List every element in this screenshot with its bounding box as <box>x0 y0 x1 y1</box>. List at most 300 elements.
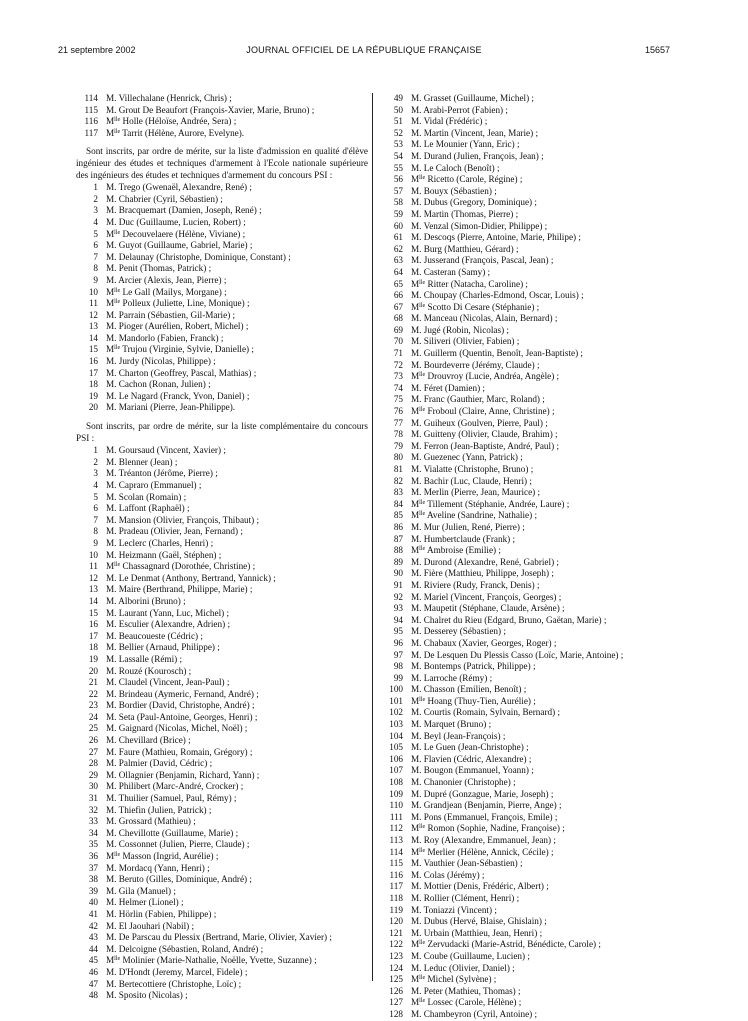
entry-rank: 119 <box>389 904 403 915</box>
entry-name: M. Urbain (Matthieu, Jean, Henri) ; <box>411 927 543 938</box>
entry-rank: 64 <box>393 266 403 277</box>
entry-rank: 8 <box>93 526 98 537</box>
entry-name: $M^{lle}$ Chassagnard (Dorothée, Christine) ; <box>106 561 256 572</box>
entry-rank: 122 <box>389 939 403 950</box>
list-entry <box>76 356 368 368</box>
entry-rank: 32 <box>88 804 98 815</box>
entry-name: M. Alborini (Bruno) ; <box>106 595 186 606</box>
list-entry <box>379 348 669 360</box>
entry-rank: 107 <box>389 765 403 776</box>
entry-name: M. Palmier (David, Cédric) ; <box>106 758 213 769</box>
entry-name: M. Delcoigne (Sébastien, Roland, André) ; <box>106 943 264 954</box>
entry-name: M. Bertecottiere (Christophe, Loïc) ; <box>106 978 242 989</box>
list-entry <box>76 402 368 414</box>
entry-rank: 57 <box>393 185 403 196</box>
entry-name: M. Dupré (Gonzague, Marie, Joseph) ; <box>411 788 554 799</box>
list-entry <box>76 344 368 356</box>
list-entry <box>379 279 669 291</box>
entry-name: $M^{lle}$ Zervudacki (Marie-Astrid, Bénédicte, Carole) ; <box>411 939 601 950</box>
list-entry <box>76 596 368 608</box>
list-entry <box>379 163 669 175</box>
entry-rank: 2 <box>93 193 98 204</box>
entry-rank: 16 <box>88 356 98 367</box>
entry-rank: 97 <box>393 649 403 660</box>
entry-rank: 60 <box>393 220 403 231</box>
list-entry <box>76 492 368 504</box>
entry-rank: 5 <box>93 491 98 502</box>
entry-rank: 36 <box>88 851 98 861</box>
entry-rank: 112 <box>389 823 403 834</box>
entry-rank: 96 <box>393 637 403 648</box>
entry-rank: 51 <box>393 116 403 127</box>
list-entry <box>379 302 669 314</box>
entry-name: M. Chambeyron (Cyril, Antoine) ; <box>411 1008 538 1019</box>
entry-name: M. Durond (Alexandre, René, Gabriel) ; <box>411 556 559 567</box>
entry-name: M. Helmer (Lionel) ; <box>106 897 184 908</box>
entry-name: M. Dubus (Hervé, Blaise, Ghislain) ; <box>411 916 547 927</box>
entry-rank: 93 <box>393 603 403 614</box>
list-entry <box>76 921 368 933</box>
entry-rank: 88 <box>393 545 403 556</box>
list-entry <box>379 916 669 928</box>
entry-rank: 56 <box>393 174 403 185</box>
entry-name: M. Heizmann (Gaël, Stéphen) ; <box>106 549 222 560</box>
entry-name: $M^{lle}$ Aveline (Sandrine, Nathalie) ; <box>411 510 537 521</box>
admission-list <box>76 182 368 414</box>
complementary-list-intro: Sont inscrits, par ordre de mérite, sur la liste complémentaire du concours PSI : <box>76 421 368 443</box>
entry-rank: 40 <box>88 897 98 908</box>
entry-name: $M^{lle}$ Froboul (Claire, Anne, Christine) ; <box>411 406 555 417</box>
entry-name: M. Gaignard (Nicolas, Michel, Noël) ; <box>106 723 248 734</box>
entry-rank: 15 <box>88 344 98 355</box>
entry-name: M. Grasset (Guillaume, Michel) ; <box>411 93 534 103</box>
entry-name: M. Grandjean (Benjamin, Pierre, Ange) ; <box>411 800 562 811</box>
entry-rank: 99 <box>393 672 403 683</box>
entry-rank: 59 <box>393 208 403 219</box>
entry-name: M. Jurdy (Nicolas, Philippe) ; <box>106 356 216 367</box>
entry-name: M. Beyl (Jean-François) ; <box>411 730 506 741</box>
list-entry <box>76 379 368 391</box>
entry-rank: 92 <box>393 591 403 602</box>
entry-name: $M^{lle}$ Decouvelaere (Hélène, Viviane) ; <box>106 228 246 239</box>
entry-rank: 65 <box>393 278 403 289</box>
list-entry <box>76 287 368 299</box>
entry-name: M. Laurant (Yann, Luc, Michel) ; <box>106 607 230 618</box>
entry-rank: 48 <box>88 990 98 1001</box>
entry-name: M. Maire (Berthrand, Philippe, Marie) ; <box>106 584 253 595</box>
entry-rank: 30 <box>88 781 98 792</box>
list-entry <box>76 503 368 515</box>
entry-rank: 43 <box>88 932 98 943</box>
entry-rank: 126 <box>389 985 403 996</box>
entry-rank: 69 <box>393 324 403 335</box>
list-entry <box>379 684 669 696</box>
entry-name: M. Coube (Guillaume, Lucien) ; <box>411 950 530 961</box>
list-entry <box>379 209 669 221</box>
entry-rank: 95 <box>393 626 403 637</box>
list-entry <box>379 336 669 348</box>
entry-rank: 13 <box>88 584 98 595</box>
entry-name: M. Mariel (Vincent, François, Georges) ; <box>411 591 562 602</box>
entry-name: M. Descoqs (Pierre, Antoine, Marie, Philipe) ; <box>411 232 581 243</box>
list-entry <box>379 383 669 395</box>
entry-rank: 58 <box>393 197 403 208</box>
list-entry <box>76 298 368 310</box>
list-entry <box>76 480 368 492</box>
list-entry <box>379 371 669 383</box>
entry-name: M. Martin (Thomas, Pierre) ; <box>411 208 519 219</box>
entry-name: M. Courtis (Romain, Sylvain, Bernard) ; <box>411 707 561 718</box>
entry-rank: 100 <box>389 684 403 695</box>
entry-rank: 72 <box>393 359 403 370</box>
list-entry <box>379 661 669 673</box>
entry-name: M. Ollagnier (Benjamin, Richard, Yann) ; <box>106 769 260 780</box>
list-entry <box>76 229 368 241</box>
entry-name: M. Riviere (Rudy, Franck, Denis) ; <box>411 579 540 590</box>
list-entry <box>76 240 368 252</box>
entry-name: M. Gila (Manuel) ; <box>106 885 176 896</box>
right-column <box>379 93 669 1021</box>
entry-name: $M^{lle}$ Polleux (Juliette, Line, Monique) ; <box>106 298 250 309</box>
entry-name: M. Pradeau (Olivier, Jean, Fernand) ; <box>106 526 243 537</box>
entry-rank: 23 <box>88 700 98 711</box>
entry-name: M. Bougon (Emmanuel, Yoann) ; <box>411 765 534 776</box>
entry-name: M. Cachon (Ronan, Julien) ; <box>106 379 211 390</box>
list-entry <box>379 858 669 870</box>
entry-rank: 31 <box>88 793 98 804</box>
list-entry <box>379 974 669 986</box>
list-entry <box>379 650 669 662</box>
list-entry <box>76 93 368 105</box>
list-entry <box>76 105 368 117</box>
list-entry <box>76 333 368 345</box>
entry-rank: 62 <box>393 243 403 254</box>
entry-rank: 9 <box>93 537 98 548</box>
entry-name: M. Seta (Paul-Antoine, Georges, Henri) ; <box>106 711 258 722</box>
entry-rank: 106 <box>389 753 403 764</box>
entry-name: M. Jugé (Robin, Nicolas) ; <box>411 324 509 335</box>
header-date: 21 septembre 2002 <box>58 45 136 55</box>
entry-name: M. Duc (Guillaume, Lucien, Robert) ; <box>106 216 246 227</box>
entry-rank: 37 <box>88 862 98 873</box>
list-entry <box>379 673 669 685</box>
entry-name: M. Guitteny (Olivier, Claude, Brahim) ; <box>411 429 558 440</box>
entry-name: M. Beaucoueste (Cédric) ; <box>106 630 203 641</box>
list-entry <box>379 128 669 140</box>
list-entry <box>379 997 669 1009</box>
list-entry <box>76 445 368 457</box>
entry-rank: 63 <box>393 255 403 266</box>
entry-name: M. Le Mounier (Yann, Eric) ; <box>411 139 520 150</box>
entry-name: M. Mandorlo (Fabien, Franck) ; <box>106 332 224 343</box>
list-entry <box>379 139 669 151</box>
entry-name: M. Delaunay (Christophe, Dominique, Constant) ; <box>106 251 291 262</box>
list-entry <box>76 538 368 550</box>
list-entry <box>379 290 669 302</box>
entry-rank: 25 <box>88 723 98 734</box>
list-entry <box>76 619 368 631</box>
entry-name: $M^{lle}$ Ritter (Natacha, Caroline) ; <box>411 278 528 289</box>
entry-rank: 81 <box>393 464 403 474</box>
list-entry <box>379 835 669 847</box>
entry-rank: 22 <box>88 688 98 699</box>
list-entry <box>379 394 669 406</box>
entry-name: M. Pioger (Aurélien, Robert, Michel) ; <box>106 321 249 332</box>
entry-name: $M^{lle}$ Tarrit (Hélène, Aurore, Evelyne). <box>106 127 245 138</box>
list-entry <box>379 823 669 835</box>
list-entry <box>379 464 669 476</box>
entry-rank: 104 <box>389 730 403 741</box>
entry-rank: 123 <box>389 950 403 961</box>
entry-rank: 2 <box>93 456 98 467</box>
entry-rank: 21 <box>88 677 98 688</box>
entry-rank: 114 <box>389 846 403 857</box>
entry-rank: 127 <box>389 997 403 1008</box>
entry-name: M. Mur (Julien, René, Pierre) ; <box>411 521 525 532</box>
entry-name: M. Goursaud (Vincent, Xavier) ; <box>106 445 226 456</box>
list-entry <box>76 457 368 469</box>
list-entry <box>76 770 368 782</box>
list-entry <box>76 182 368 194</box>
list-entry <box>76 631 368 643</box>
list-entry <box>379 232 669 244</box>
entry-name: M. Féret (Damien) ; <box>411 382 485 393</box>
list-entry <box>379 499 669 511</box>
entry-rank: 101 <box>389 695 403 706</box>
list-entry <box>76 321 368 333</box>
entry-name: M. Larroche (Rémy) ; <box>411 672 493 683</box>
entry-rank: 110 <box>389 800 403 811</box>
entry-name: $M^{lle}$ Ambroise (Emilie) ; <box>411 545 501 556</box>
entry-name: M. Lassalle (Rémi) ; <box>106 653 183 664</box>
column-divider <box>372 93 373 981</box>
list-entry <box>76 584 368 596</box>
entry-name: $M^{lle}$ Holle (Héloïse, Andrée, Sera) ; <box>106 116 237 127</box>
entry-rank: 11 <box>89 561 98 572</box>
entry-rank: 17 <box>88 367 98 378</box>
entry-rank: 80 <box>393 452 403 463</box>
entry-rank: 11 <box>89 298 98 309</box>
entry-rank: 24 <box>88 711 98 722</box>
entry-name: M. Guezenec (Yann, Patrick) ; <box>411 452 523 463</box>
entry-rank: 55 <box>393 162 403 173</box>
admission-list-intro: Sont inscrits, par ordre de mérite, sur la liste d'admission en qualité d'élève ingénieur des études et techniques d'armement à l'Ecole nationale supérieure des ingénieurs des études et techniques d'armement du concours PSI : <box>76 146 368 180</box>
list-entry <box>379 406 669 418</box>
entry-name: M. Bachir (Luc, Claude, Henri) ; <box>411 475 532 486</box>
entry-name: M. Thiefin (Julien, Patrick) ; <box>106 804 212 815</box>
entry-name: M. Durand (Julien, François, Jean) ; <box>411 150 544 161</box>
entry-rank: 102 <box>389 707 403 718</box>
entry-rank: 46 <box>88 966 98 977</box>
list-entry <box>379 893 669 905</box>
entry-rank: 79 <box>393 440 403 451</box>
list-entry <box>379 870 669 882</box>
entry-rank: 35 <box>88 839 98 850</box>
list-entry <box>379 267 669 279</box>
entry-rank: 41 <box>88 908 98 919</box>
entry-name: M. Rollier (Clément, Henri) ; <box>411 892 520 903</box>
list-entry <box>379 928 669 940</box>
entry-rank: 9 <box>93 274 98 285</box>
entry-rank: 3 <box>93 468 98 479</box>
entry-name: M. Parrain (Sébastien, Gil-Marie) ; <box>106 309 236 320</box>
entry-name: M. Laffont (Raphaël) ; <box>106 503 190 514</box>
entry-rank: 98 <box>393 661 403 672</box>
list-entry <box>76 955 368 967</box>
list-entry <box>76 116 368 128</box>
previous-list-tail <box>76 93 368 139</box>
entry-rank: 84 <box>393 498 403 509</box>
list-entry <box>379 174 669 186</box>
entry-rank: 44 <box>88 943 98 954</box>
list-entry <box>379 580 669 592</box>
list-entry <box>379 441 669 453</box>
entry-name: M. Blenner (Jean) ; <box>106 456 178 467</box>
entry-rank: 3 <box>93 205 98 216</box>
entry-rank: 61 <box>393 232 403 243</box>
entry-rank: 109 <box>389 788 403 799</box>
list-entry <box>76 468 368 480</box>
entry-name: M. Vialatte (Christophe, Bruno) ; <box>411 464 534 474</box>
list-entry <box>379 105 669 117</box>
entry-name: M. Guiheux (Goulven, Pierre, Paul) ; <box>411 417 548 428</box>
entry-name: M. Bellier (Arnaud, Philippe) ; <box>106 642 220 653</box>
entry-rank: 1 <box>93 182 98 193</box>
entry-name: M. Thuilier (Samuel, Paul, Rémy) ; <box>106 793 237 804</box>
entry-name: M. Martin (Vincent, Jean, Marie) ; <box>411 127 539 138</box>
list-entry <box>76 666 368 678</box>
entry-rank: 49 <box>393 93 403 103</box>
entry-rank: 108 <box>389 777 403 788</box>
list-entry <box>76 944 368 956</box>
header-title: JOURNAL OFFICIEL DE LA RÉPUBLIQUE FRANÇAISE <box>246 45 482 55</box>
entry-name: M. Trego (Gwenaël, Alexandre, René) ; <box>106 182 252 193</box>
entry-name: $M^{lle}$ Merlier (Hélène, Annick, Cécile) ; <box>411 846 554 857</box>
entry-name: M. Mariani (Pierre, Jean-Philippe). <box>106 402 236 413</box>
entry-name: M. Bouyx (Sébastien) ; <box>411 185 497 196</box>
entry-rank: 68 <box>393 313 403 324</box>
entry-name: M. Le Caloch (Benoît) ; <box>411 162 500 173</box>
entry-rank: 27 <box>88 746 98 757</box>
entry-name: M. Arcier (Alexis, Jean, Pierre) ; <box>106 274 227 285</box>
entry-rank: 125 <box>389 974 403 985</box>
entry-rank: 39 <box>88 885 98 896</box>
entry-rank: 47 <box>88 978 98 989</box>
entry-name: M. Marquet (Bruno) ; <box>411 719 492 730</box>
entry-rank: 116 <box>84 116 98 127</box>
list-entry <box>76 828 368 840</box>
entry-rank: 4 <box>93 216 98 227</box>
list-entry <box>76 677 368 689</box>
entry-name: M. Le Guen (Jean-Christophe) ; <box>411 742 529 753</box>
entry-rank: 14 <box>88 595 98 606</box>
entry-rank: 128 <box>389 1008 403 1019</box>
entry-name: M. Toniazzi (Vincent) ; <box>411 904 497 915</box>
entry-rank: 7 <box>93 251 98 262</box>
entry-name: $M^{lle}$ Tillement (Stéphanie, Andrée, Laure) ; <box>411 498 570 509</box>
list-entry <box>76 747 368 759</box>
entry-name: M. Cossonnet (Julien, Pierre, Claude) ; <box>106 839 250 850</box>
entry-name: M. Bracquemart (Damien, Joseph, René) ; <box>106 205 262 216</box>
list-entry <box>379 255 669 267</box>
entry-name: M. Vauthier (Jean-Sébastien) ; <box>411 858 523 869</box>
list-entry <box>76 816 368 828</box>
entry-rank: 70 <box>393 336 403 347</box>
entry-rank: 16 <box>88 619 98 630</box>
entry-name: M. De Lesquen Du Plessis Casso (Loïc, Marie, Antoine) ; <box>411 649 624 660</box>
entry-rank: 50 <box>393 104 403 115</box>
list-entry <box>379 93 669 105</box>
entry-name: $M^{lle}$ Michel (Sylvène) ; <box>411 974 497 985</box>
entry-rank: 118 <box>389 892 403 903</box>
entry-name: M. Rouzé (Kourosch) ; <box>106 665 192 676</box>
entry-name: M. Roy (Alexandre, Emmanuel, Jean) ; <box>411 835 556 845</box>
entry-name: M. Guillerm (Quentin, Benoît, Jean-Baptiste) ; <box>411 348 583 359</box>
entry-rank: 34 <box>88 827 98 838</box>
entry-name: M. Le Denmat (Anthony, Bertrand, Yannick) ; <box>106 572 276 583</box>
list-entry <box>379 557 669 569</box>
list-entry <box>379 476 669 488</box>
entry-name: M. Hörlin (Fabien, Philippe) ; <box>106 908 217 919</box>
list-entry <box>76 205 368 217</box>
entry-name: M. Mansion (Olivier, François, Thibaut) ; <box>106 514 260 525</box>
entry-name: M. Maupetit (Stéphane, Claude, Arsène) ; <box>411 603 565 614</box>
list-entry <box>76 217 368 229</box>
list-entry <box>76 781 368 793</box>
entry-rank: 117 <box>389 881 403 892</box>
complementary-list-continued <box>379 93 669 1021</box>
list-entry <box>76 561 368 573</box>
entry-rank: 29 <box>88 769 98 780</box>
entry-name: M. Villechalane (Henrick, Chris) ; <box>106 93 232 103</box>
list-entry <box>379 638 669 650</box>
entry-name: M. Leclerc (Charles, Henri) ; <box>106 537 214 548</box>
entry-rank: 5 <box>93 228 98 239</box>
entry-name: M. Chanonier (Christophe) ; <box>411 777 516 788</box>
entry-name: M. D'Hondt (Jeremy, Marcel, Fidele) ; <box>106 966 248 977</box>
list-entry <box>379 615 669 627</box>
list-entry <box>76 990 368 1002</box>
entry-rank: 71 <box>393 348 403 359</box>
entry-rank: 20 <box>88 402 98 413</box>
entry-rank: 74 <box>393 382 403 393</box>
entry-rank: 67 <box>393 301 403 312</box>
list-entry <box>76 793 368 805</box>
list-entry <box>379 325 669 337</box>
entry-name: M. Grout De Beaufort (François-Xavier, Marie, Bruno) ; <box>106 104 315 115</box>
list-entry <box>76 310 368 322</box>
entry-name: M. Penit (Thomas, Patrick) ; <box>106 263 212 274</box>
list-entry <box>379 963 669 975</box>
entry-name: M. Chevillard (Brice) ; <box>106 735 191 746</box>
list-entry <box>379 939 669 951</box>
header-page-number: 15657 <box>644 45 670 55</box>
entry-rank: 20 <box>88 665 98 676</box>
list-entry <box>76 526 368 538</box>
list-entry <box>379 765 669 777</box>
entry-rank: 86 <box>393 521 403 532</box>
entry-name: $M^{lle}$ Drouvroy (Lucie, Andréa, Angèle) ; <box>411 371 560 382</box>
list-entry <box>76 573 368 585</box>
list-entry <box>379 905 669 917</box>
entry-rank: 10 <box>88 286 98 297</box>
list-entry <box>379 777 669 789</box>
entry-rank: 77 <box>393 417 403 428</box>
entry-name: M. Philibert (Marc-André, Crocker) ; <box>106 781 244 792</box>
complementary-list <box>76 445 368 1002</box>
list-entry <box>76 874 368 886</box>
list-entry <box>379 244 669 256</box>
